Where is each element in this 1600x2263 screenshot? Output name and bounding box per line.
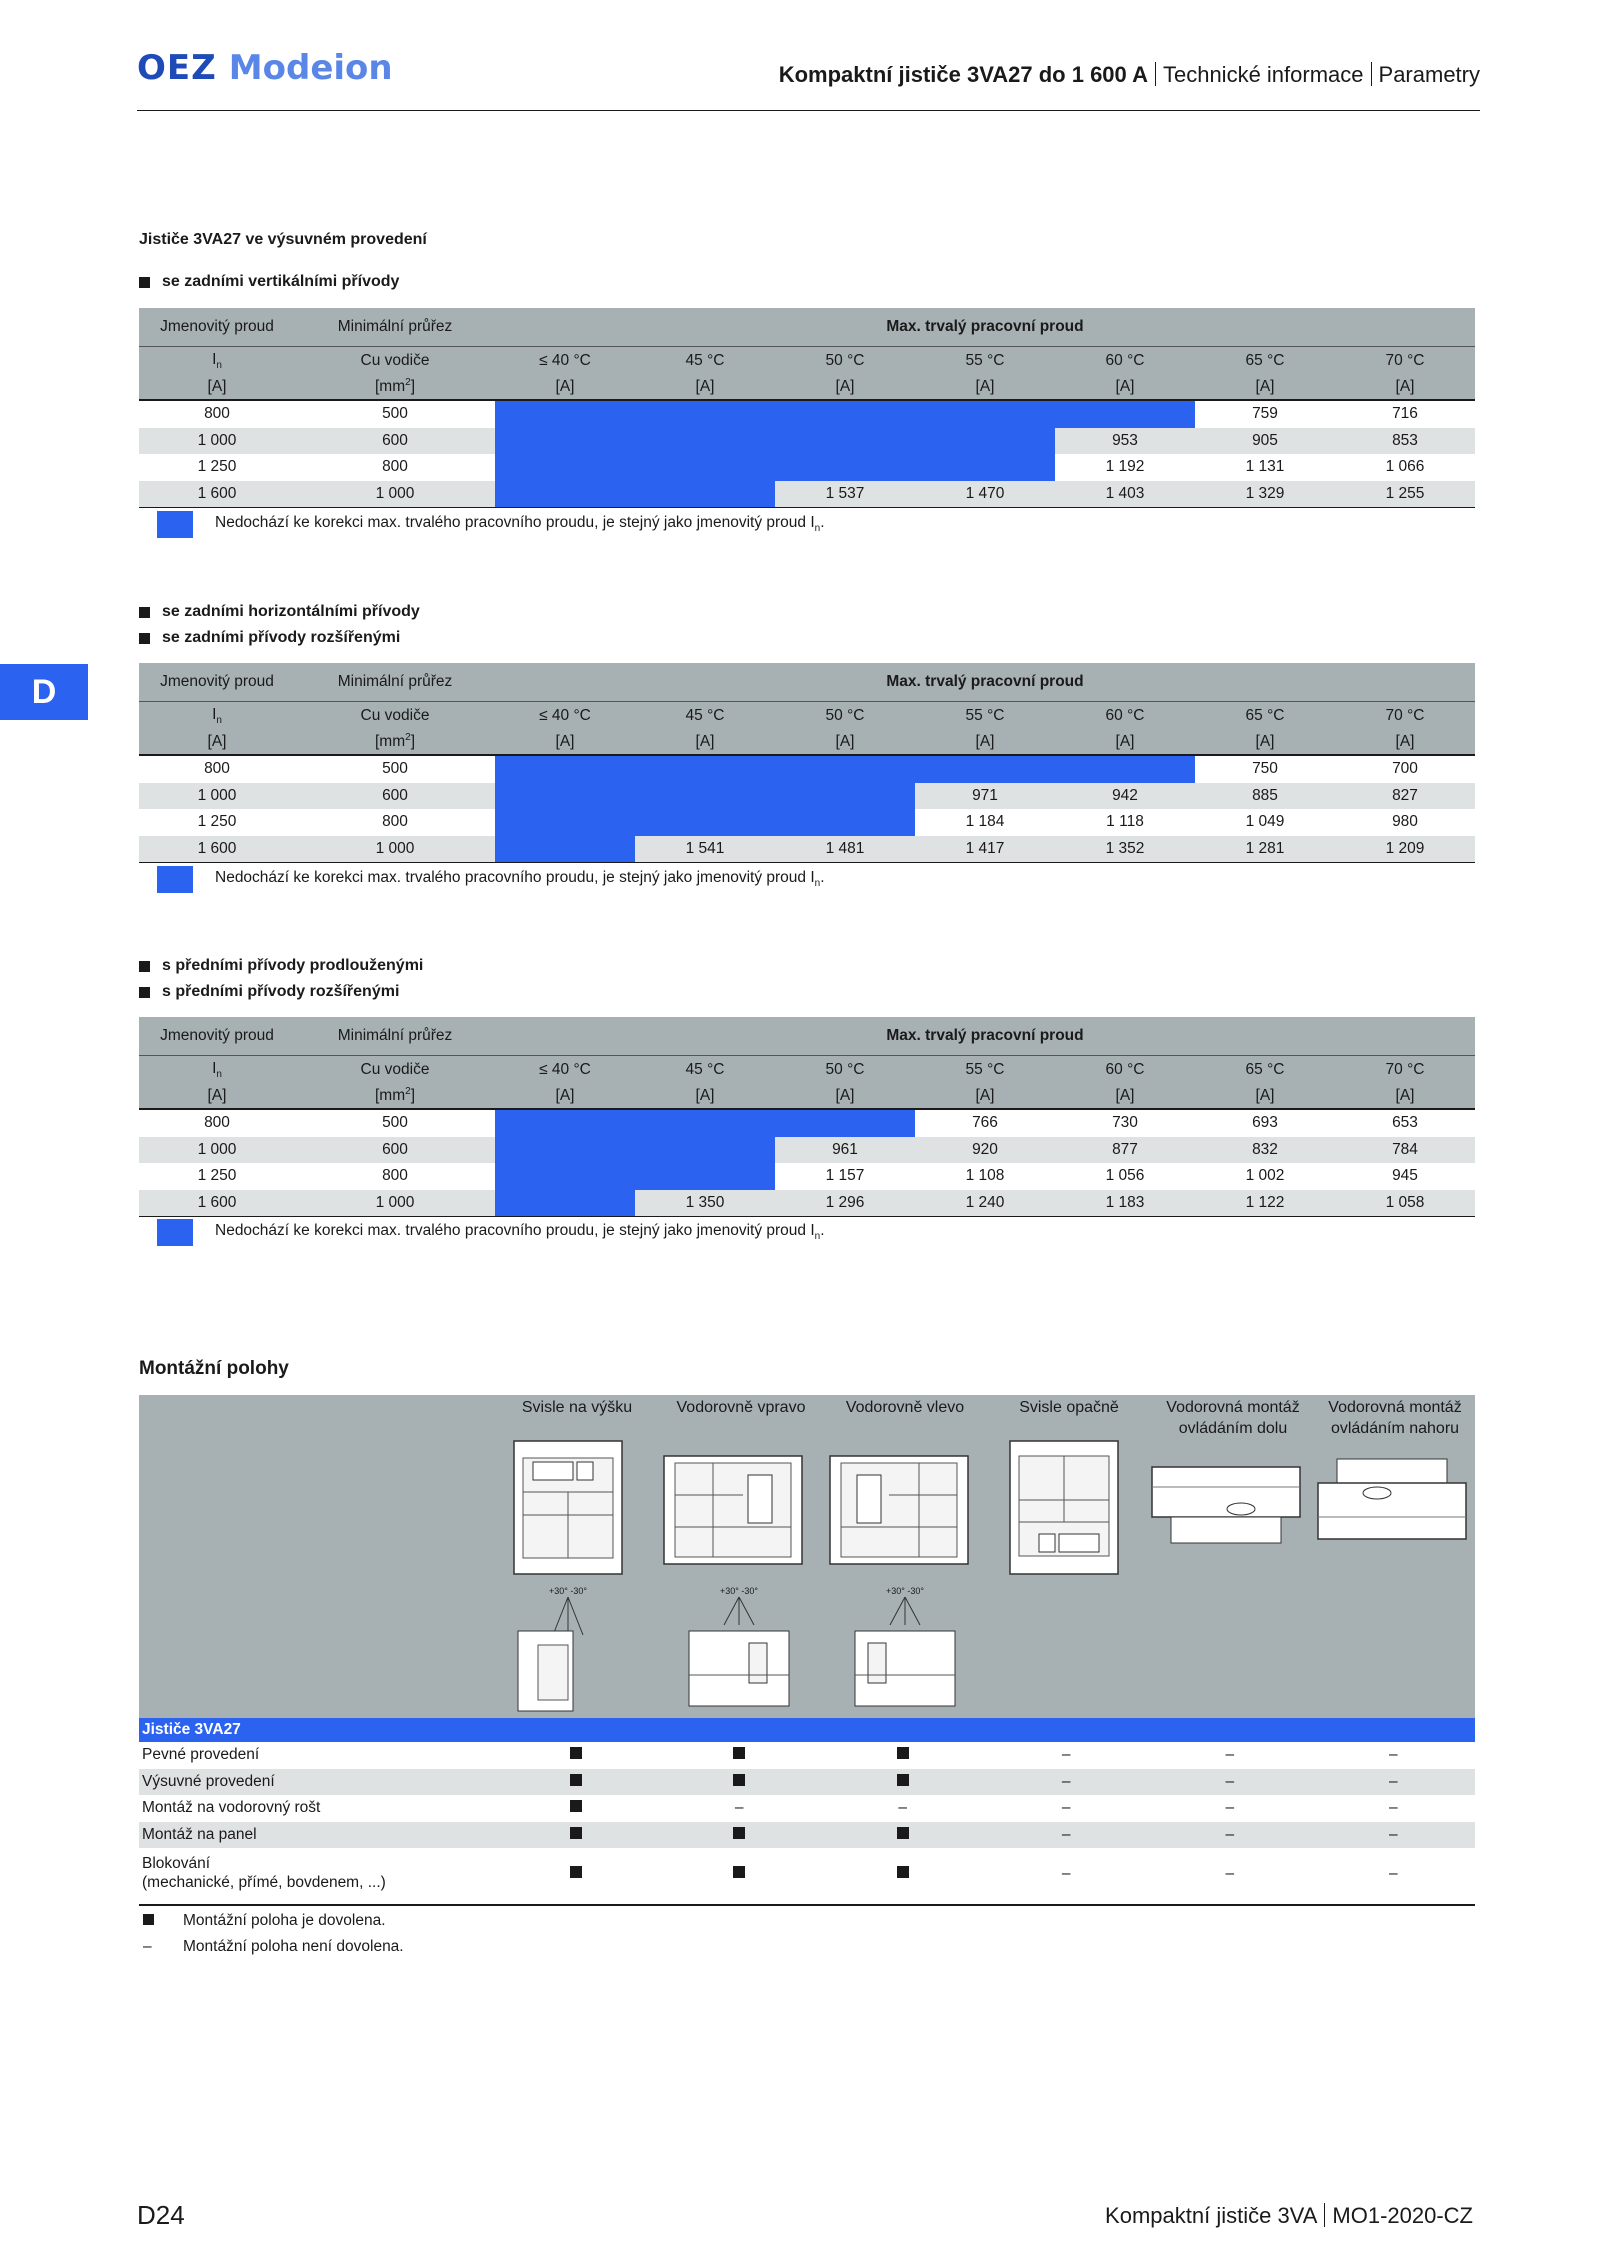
- allowed-square-icon: [657, 1826, 821, 1844]
- cell-rated-current: 1 250: [197, 813, 237, 831]
- table-row: [139, 428, 1475, 455]
- col-subheader-temp: 45 °C: [685, 352, 725, 369]
- table-row: [139, 836, 1475, 864]
- cell-cross-section: 500: [382, 1114, 408, 1132]
- cell-cross-section: 800: [382, 813, 408, 831]
- square-icon: [733, 1774, 745, 1786]
- cell-current-value: 945: [1392, 1167, 1418, 1185]
- square-icon: [897, 1747, 909, 1759]
- bullet-item: [139, 273, 399, 291]
- breaker-flat-handle-up-drawing: [1317, 1457, 1467, 1547]
- allowed-square-icon: [494, 1746, 658, 1764]
- cell-current-value: 953: [1112, 431, 1138, 449]
- cell-cross-section: 800: [382, 458, 408, 476]
- col-subheader-temp: 50 °C: [825, 352, 865, 369]
- header-crumb-2: Parametry: [1378, 62, 1480, 87]
- cell-current-value: 1 352: [1105, 839, 1145, 857]
- cell-current-value: 1 183: [1105, 1193, 1145, 1211]
- col-header-min-cross-section: Minimální průřez: [337, 673, 453, 690]
- bullet-square-icon: [139, 277, 150, 288]
- bullet-item: [139, 603, 420, 621]
- tilt-label: +30° -30°: [720, 1586, 758, 1596]
- unit-a: [A]: [1115, 378, 1135, 395]
- mount-col-header: Vodorovná montáž ovládáním nahoru: [1328, 1399, 1462, 1437]
- col-subheader-cu: Cu vodiče: [360, 1061, 430, 1078]
- unit-a: [A]: [1255, 733, 1275, 750]
- cell-current-value: 1 281: [1245, 839, 1285, 857]
- unit-a: [A]: [835, 1087, 855, 1104]
- bullet-text: se zadními horizontálními přívody: [162, 603, 420, 620]
- table-legend: [157, 866, 825, 893]
- unit-a: [A]: [1255, 378, 1275, 395]
- no-derating-block: [495, 1110, 915, 1137]
- col-subheader-temp: 65 °C: [1245, 707, 1285, 724]
- square-icon: [570, 1774, 582, 1786]
- col-subheader-temp: 50 °C: [825, 1061, 865, 1078]
- unit-mm2: $[mm^2]$: [374, 1086, 415, 1105]
- unit-a: [A]: [695, 1087, 715, 1104]
- group-label: Jističe 3VA27: [142, 1721, 241, 1738]
- header-rule: [137, 110, 1480, 111]
- cell-current-value: 1 058: [1385, 1193, 1425, 1211]
- no-derating-block: [495, 809, 915, 836]
- square-symbol-icon: [143, 1914, 154, 1925]
- allowed-square-icon: [821, 1773, 985, 1791]
- square-icon: [570, 1747, 582, 1759]
- mounting-cell: –: [734, 1799, 744, 1817]
- bullet-square-icon: [139, 961, 150, 972]
- col-subheader-temp: 65 °C: [1245, 352, 1285, 369]
- cell-current-value: 1 481: [825, 839, 865, 857]
- cell-current-value: 1 296: [825, 1193, 865, 1211]
- cell-cross-section: 500: [382, 760, 408, 778]
- legend-text: Nedochází ke korekci max. trvalého pracovního proudu, je stejný jako jmenovitý proud $I_n$.: [215, 1222, 825, 1243]
- allowed-square-icon: [657, 1864, 821, 1883]
- cell-current-value: 1 255: [1385, 484, 1425, 502]
- unit-mm2: $[mm^2]$: [374, 377, 415, 396]
- square-icon: [570, 1800, 582, 1812]
- cell-cross-section: 1 000: [375, 839, 415, 857]
- header-separator: [1371, 62, 1372, 86]
- no-derating-block: [495, 1163, 775, 1190]
- unit-a: [A]: [207, 1087, 227, 1104]
- table-row: [139, 401, 1475, 428]
- note-text: Montážní poloha není dovolena.: [183, 1938, 404, 1955]
- unit-a: [A]: [1115, 1087, 1135, 1104]
- header-separator: [1155, 62, 1156, 86]
- table-units-row: [139, 730, 1475, 756]
- col-header-group: Max. trvalý pracovní proud: [886, 1027, 1084, 1044]
- cell-current-value: 1 108: [965, 1167, 1005, 1185]
- mounting-cell: –: [1061, 1772, 1071, 1790]
- square-icon: [733, 1866, 745, 1878]
- col-subheader-temp: ≤ 40 °C: [539, 352, 591, 369]
- table-end-rule: [139, 1904, 1475, 1906]
- cell-current-value: 853: [1392, 431, 1418, 449]
- bullet-square-icon: [139, 607, 150, 618]
- table-row: [139, 1190, 1475, 1218]
- table-legend: [157, 511, 825, 538]
- unit-a: [A]: [975, 1087, 995, 1104]
- cell-rated-current: 1 000: [197, 786, 237, 804]
- table-row: [139, 809, 1475, 836]
- header-crumb-1: Technické informace: [1162, 62, 1364, 87]
- no-derating-block: [495, 481, 775, 508]
- breaker-horizontal-left-drawing: [829, 1455, 969, 1565]
- tilt-label: +30° -30°: [549, 1586, 587, 1596]
- cell-current-value: 832: [1252, 1140, 1278, 1158]
- no-derating-block: [495, 1190, 635, 1217]
- cell-current-value: 827: [1392, 786, 1418, 804]
- allowed-square-icon: [494, 1773, 658, 1791]
- section-title: Jističe 3VA27 ve výsuvném provedení: [139, 231, 427, 248]
- no-derating-block: [495, 454, 1055, 481]
- no-derating-block: [495, 783, 915, 810]
- cell-current-value: 1 184: [965, 813, 1005, 831]
- allowed-square-icon: [494, 1864, 658, 1883]
- footer-doc-title: Kompaktní jističe 3VA: [1105, 2203, 1318, 2228]
- table-row: [139, 1137, 1475, 1164]
- col-subheader-temp: 65 °C: [1245, 1061, 1285, 1078]
- note-text: Montážní poloha je dovolena.: [183, 1912, 386, 1929]
- col-subheader-temp: 55 °C: [965, 352, 1005, 369]
- square-icon: [570, 1827, 582, 1839]
- unit-a: [A]: [555, 378, 575, 395]
- allowed-square-icon: [821, 1826, 985, 1844]
- col-subheader-temp: ≤ 40 °C: [539, 1061, 591, 1078]
- unit-a: [A]: [1395, 378, 1415, 395]
- cell-current-value: 1 240: [965, 1193, 1005, 1211]
- breaker-horizontal-right-drawing: [663, 1455, 803, 1565]
- footer-separator: [1324, 2203, 1325, 2227]
- cell-cross-section: 1 000: [375, 484, 415, 502]
- cell-current-value: 1 403: [1105, 484, 1145, 502]
- mounting-row-label: Montáž na vodorovný rošt: [142, 1799, 321, 1817]
- cell-cross-section: 800: [382, 1167, 408, 1185]
- unit-a: [A]: [695, 733, 715, 750]
- cell-cross-section: 600: [382, 1140, 408, 1158]
- tilt-horizontal-left-drawing: [850, 1595, 960, 1715]
- col-subheader-temp: 60 °C: [1105, 1061, 1145, 1078]
- cell-current-value: 885: [1252, 786, 1278, 804]
- mounting-cell: –: [1388, 1746, 1398, 1764]
- tilt-label: +30° -30°: [886, 1586, 924, 1596]
- unit-a: [A]: [555, 733, 575, 750]
- col-header-group: Max. trvalý pracovní proud: [886, 673, 1084, 690]
- cell-current-value: 905: [1252, 431, 1278, 449]
- cell-current-value: 971: [972, 786, 998, 804]
- mounting-cell: –: [1225, 1825, 1235, 1843]
- table-header-row: [139, 663, 1475, 702]
- square-icon: [733, 1747, 745, 1759]
- cell-current-value: 961: [832, 1140, 858, 1158]
- current-table-rear-horizontal: [139, 663, 1475, 863]
- cell-rated-current: 1 000: [197, 1140, 237, 1158]
- unit-a: [A]: [1115, 733, 1135, 750]
- unit-mm2: $[mm^2]$: [374, 732, 415, 751]
- bullet-text: s předními přívody prodlouženými: [162, 957, 424, 974]
- col-subheader-in: $I_n$: [212, 1059, 222, 1081]
- mounting-cell: –: [1388, 1825, 1398, 1843]
- cell-current-value: 1 417: [965, 839, 1005, 857]
- unit-a: [A]: [1255, 1087, 1275, 1104]
- mounting-cell: –: [1061, 1746, 1071, 1764]
- bullet-text: se zadními vertikálními přívody: [162, 273, 400, 290]
- no-derating-block: [495, 428, 1055, 455]
- footer-doc-code: MO1-2020-CZ: [1332, 2203, 1473, 2228]
- page-number: D24: [137, 2200, 185, 2230]
- table-subheader-row: [139, 1056, 1475, 1084]
- note-not-allowed: [143, 1938, 404, 1956]
- cell-cross-section: 600: [382, 786, 408, 804]
- mounting-row: [139, 1742, 1475, 1769]
- cell-rated-current: 1 600: [197, 1193, 237, 1211]
- cell-rated-current: 1 600: [197, 839, 237, 857]
- square-icon: [733, 1827, 745, 1839]
- mount-col-header: Vodorovná montáž ovládáním dolu: [1166, 1399, 1300, 1437]
- mount-col-header: Svisle na výšku: [521, 1399, 633, 1416]
- cell-current-value: 759: [1252, 405, 1278, 423]
- unit-a: [A]: [835, 733, 855, 750]
- table-row: [139, 1110, 1475, 1137]
- legend-blue-swatch: [157, 866, 193, 893]
- cell-current-value: 1 066: [1385, 458, 1425, 476]
- no-derating-block: [495, 836, 635, 863]
- mounting-positions-panel: [139, 1395, 1475, 1730]
- col-header-min-cross-section: Minimální průřez: [337, 1027, 453, 1044]
- allowed-square-icon: [494, 1799, 658, 1817]
- cell-current-value: 1 350: [685, 1193, 725, 1211]
- cell-cross-section: 1 000: [375, 1193, 415, 1211]
- col-subheader-in: $I_n$: [212, 350, 222, 372]
- mounting-cell: –: [1388, 1864, 1398, 1882]
- cell-current-value: 1 049: [1245, 813, 1285, 831]
- cell-current-value: 1 122: [1245, 1193, 1285, 1211]
- col-subheader-temp: 60 °C: [1105, 352, 1145, 369]
- cell-current-value: 1 002: [1245, 1167, 1285, 1185]
- cell-current-value: 653: [1392, 1114, 1418, 1132]
- mounting-cell: –: [898, 1799, 908, 1817]
- table-row: [139, 783, 1475, 810]
- table-row: [139, 756, 1475, 783]
- breaker-vertical-drawing: [513, 1440, 623, 1575]
- table-header-row: [139, 1017, 1475, 1056]
- cell-cross-section: 500: [382, 405, 408, 423]
- unit-a: [A]: [975, 378, 995, 395]
- mounting-row-label: Montáž na panel: [142, 1825, 257, 1843]
- mounting-cell: –: [1388, 1799, 1398, 1817]
- mounting-cell: –: [1061, 1825, 1071, 1843]
- header-title: Kompaktní jističe 3VA27 do 1 600 A: [778, 62, 1148, 87]
- unit-a: [A]: [207, 733, 227, 750]
- legend-blue-swatch: [157, 1219, 193, 1246]
- allowed-square-icon: [657, 1746, 821, 1764]
- mounting-row-label: Blokování (mechanické, přímé, bovdenem, ...): [142, 1855, 386, 1891]
- cell-rated-current: 1 250: [197, 458, 237, 476]
- cell-current-value: 877: [1112, 1140, 1138, 1158]
- col-subheader-temp: 55 °C: [965, 707, 1005, 724]
- allowed-square-icon: [494, 1826, 658, 1844]
- breaker-flat-handle-down-drawing: [1151, 1457, 1301, 1547]
- bullet-item: [139, 629, 400, 647]
- cell-rated-current: 1 250: [197, 1167, 237, 1185]
- bullet-square-icon: [139, 987, 150, 998]
- cell-current-value: 920: [972, 1140, 998, 1158]
- cell-rated-current: 800: [204, 760, 230, 778]
- cell-current-value: 1 118: [1106, 813, 1144, 831]
- cell-rated-current: 800: [204, 1114, 230, 1132]
- no-derating-block: [495, 756, 1195, 783]
- cell-current-value: 942: [1112, 786, 1138, 804]
- col-subheader-cu: Cu vodiče: [360, 707, 430, 724]
- table-row: [139, 1163, 1475, 1190]
- mounting-row: [139, 1822, 1475, 1849]
- mounting-row-label: Pevné provedení: [142, 1746, 260, 1764]
- mounting-cell: –: [1061, 1864, 1071, 1882]
- mounting-row: [139, 1769, 1475, 1796]
- cell-rated-current: 800: [204, 405, 230, 423]
- logo-text-modeion: Modeion: [228, 48, 393, 88]
- tilt-horizontal-right-drawing: [684, 1595, 794, 1715]
- cell-current-value: 784: [1392, 1140, 1418, 1158]
- square-icon: [897, 1774, 909, 1786]
- unit-a: [A]: [695, 378, 715, 395]
- square-icon: [897, 1866, 909, 1878]
- breaker-upside-down-drawing: [1009, 1440, 1119, 1575]
- footer-doc-ref: [1105, 2203, 1473, 2229]
- cell-current-value: 750: [1252, 760, 1278, 778]
- cell-current-value: 730: [1112, 1114, 1138, 1132]
- cell-current-value: 1 470: [965, 484, 1005, 502]
- legend-text: Nedochází ke korekci max. trvalého pracovního proudu, je stejný jako jmenovitý proud $I_n$.: [215, 514, 825, 535]
- col-subheader-temp: 70 °C: [1385, 707, 1425, 724]
- oez-logo: [137, 48, 393, 94]
- table-units-row: [139, 1084, 1475, 1110]
- mount-col-header: Svisle opačně: [1019, 1399, 1119, 1416]
- cell-current-value: 1 537: [825, 484, 865, 502]
- unit-a: [A]: [975, 733, 995, 750]
- allowed-square-icon: [657, 1773, 821, 1791]
- cell-current-value: 766: [972, 1114, 998, 1132]
- bullet-square-icon: [139, 633, 150, 644]
- cell-current-value: 1 157: [825, 1167, 865, 1185]
- col-subheader-temp: 45 °C: [685, 707, 725, 724]
- mounting-cell: –: [1225, 1746, 1235, 1764]
- unit-a: [A]: [835, 378, 855, 395]
- cell-current-value: 1 056: [1105, 1167, 1145, 1185]
- col-header-rated-current: Jmenovitý proud: [160, 318, 274, 335]
- mounting-row-label: Výsuvné provedení: [142, 1772, 275, 1790]
- legend-blue-swatch: [157, 511, 193, 538]
- col-subheader-cu: Cu vodiče: [360, 352, 430, 369]
- unit-a: [A]: [1395, 733, 1415, 750]
- mounting-cell: –: [1388, 1772, 1398, 1790]
- mounting-cell: –: [1225, 1864, 1235, 1882]
- col-header-group: Max. trvalý pracovní proud: [886, 318, 1084, 335]
- mount-col-header: Vodorovně vpravo: [676, 1399, 806, 1416]
- cell-current-value: 700: [1392, 760, 1418, 778]
- bullet-text: se zadními přívody rozšířenými: [162, 629, 401, 646]
- mounting-group-row: [139, 1718, 1475, 1742]
- unit-a: [A]: [1395, 1087, 1415, 1104]
- square-icon: [897, 1827, 909, 1839]
- cell-current-value: 1 541: [685, 839, 725, 857]
- cell-current-value: 1 329: [1245, 484, 1285, 502]
- col-subheader-temp: 45 °C: [685, 1061, 725, 1078]
- cell-rated-current: 1 600: [197, 484, 237, 502]
- col-subheader-temp: 70 °C: [1385, 352, 1425, 369]
- cell-current-value: 1 209: [1385, 839, 1425, 857]
- mounting-cell: –: [1061, 1799, 1071, 1817]
- chapter-tab: D: [0, 664, 88, 720]
- table-legend: [157, 1219, 825, 1246]
- col-header-min-cross-section: Minimální průřez: [337, 318, 453, 335]
- bullet-text: s předními přívody rozšířenými: [162, 983, 400, 1000]
- col-subheader-temp: 50 °C: [825, 707, 865, 724]
- col-header-rated-current: Jmenovitý proud: [160, 1027, 274, 1044]
- mounting-permission-table: [139, 1718, 1475, 1898]
- page-header: [779, 62, 1480, 88]
- mounting-title: Montážní polohy: [139, 1358, 289, 1379]
- mount-col-header: Vodorovně vlevo: [845, 1399, 965, 1416]
- legend-text: Nedochází ke korekci max. trvalého pracovního proudu, je stejný jako jmenovitý proud $I_n$.: [215, 869, 825, 890]
- dash-symbol: –: [143, 1938, 152, 1955]
- cell-current-value: 693: [1252, 1114, 1278, 1132]
- current-table-front: [139, 1017, 1475, 1217]
- col-subheader-temp: 70 °C: [1385, 1061, 1425, 1078]
- table-subheader-row: [139, 702, 1475, 730]
- mounting-row: [139, 1848, 1475, 1898]
- col-subheader-temp: 60 °C: [1105, 707, 1145, 724]
- current-table-rear-vertical: [139, 308, 1475, 508]
- note-allowed: [143, 1912, 386, 1930]
- square-icon: [570, 1866, 582, 1878]
- table-row: [139, 454, 1475, 481]
- unit-a: [A]: [555, 1087, 575, 1104]
- table-units-row: [139, 375, 1475, 401]
- allowed-square-icon: [821, 1746, 985, 1764]
- cell-current-value: 980: [1392, 813, 1418, 831]
- bullet-item: [139, 983, 399, 1001]
- cell-current-value: 1 131: [1245, 458, 1285, 476]
- logo-text-oez: OEZ: [137, 48, 217, 88]
- no-derating-block: [495, 401, 1195, 428]
- mounting-cell: –: [1225, 1799, 1235, 1817]
- mounting-cell: –: [1225, 1772, 1235, 1790]
- cell-current-value: 1 192: [1105, 458, 1145, 476]
- unit-a: [A]: [207, 378, 227, 395]
- cell-rated-current: 1 000: [197, 431, 237, 449]
- col-subheader-temp: 55 °C: [965, 1061, 1005, 1078]
- allowed-square-icon: [821, 1864, 985, 1883]
- tilt-side-view-drawing: [513, 1595, 623, 1715]
- col-header-rated-current: Jmenovitý proud: [160, 673, 274, 690]
- mounting-row: [139, 1795, 1475, 1822]
- bullet-item: [139, 957, 423, 975]
- table-header-row: [139, 308, 1475, 347]
- col-subheader-temp: ≤ 40 °C: [539, 707, 591, 724]
- table-subheader-row: [139, 347, 1475, 375]
- col-subheader-in: $I_n$: [212, 705, 222, 727]
- no-derating-block: [495, 1137, 775, 1164]
- table-row: [139, 481, 1475, 509]
- cell-cross-section: 600: [382, 431, 408, 449]
- cell-current-value: 716: [1392, 405, 1418, 423]
